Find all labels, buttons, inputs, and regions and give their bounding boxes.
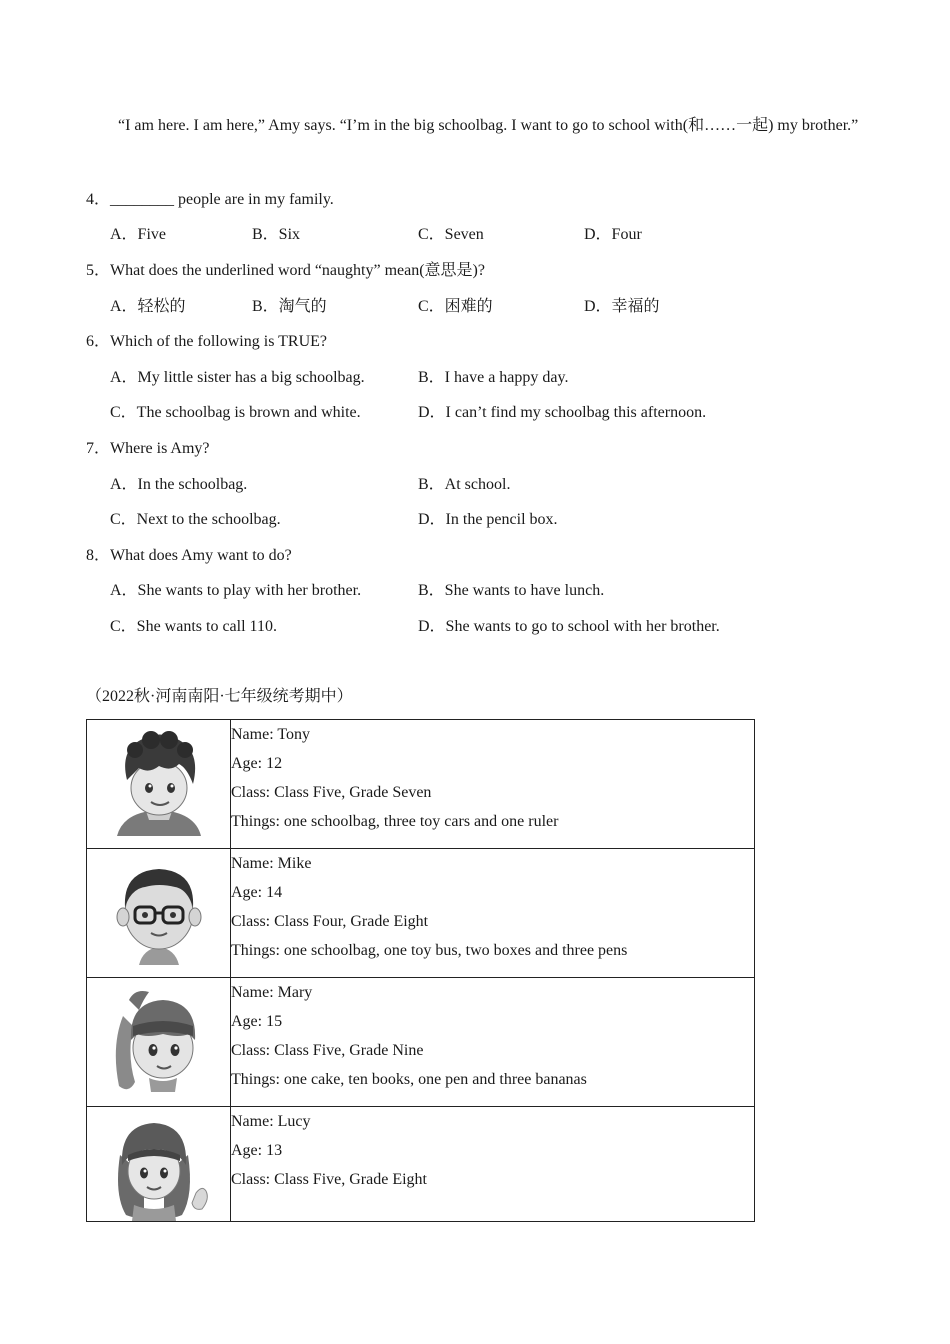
question-8-option-c[interactable]: C．She wants to call 110. — [110, 618, 277, 635]
student-info-cell — [231, 978, 755, 1107]
reading-passage-ending: “I am here. I am here,” Amy says. “I’m in the big schoolbag. I want to go to school with(和……一起) my brother.” — [118, 117, 859, 134]
question-4-option-d[interactable]: D．Four — [584, 226, 642, 243]
girl-bob-hair-waving-portrait-icon — [104, 1115, 214, 1221]
student-info-cell — [231, 720, 755, 849]
student-age: Age: 15 — [231, 1013, 283, 1030]
question-5-option-b[interactable]: B．淘气的 — [252, 298, 327, 315]
question-6-stem: 6．Which of the following is TRUE? — [86, 333, 328, 350]
student-name: Name: Mike — [231, 855, 312, 872]
question-6-option-c[interactable]: C．The schoolbag is brown and white. — [110, 404, 361, 421]
student-age: Age: 14 — [231, 884, 283, 901]
question-4-option-c[interactable]: C．Seven — [418, 226, 484, 243]
question-7-stem: 7．Where is Amy? — [86, 440, 210, 457]
student-age: Age: 12 — [231, 755, 283, 772]
question-4-option-b[interactable]: B．Six — [252, 226, 301, 243]
table-row — [87, 720, 755, 849]
avatar-cell — [87, 849, 231, 978]
student-name: Name: Lucy — [231, 1113, 311, 1130]
avatar-cell — [87, 978, 231, 1107]
table-row — [87, 1107, 755, 1222]
student-age: Age: 13 — [231, 1142, 283, 1159]
exam-source-label: （2022秋·河南南阳·七年级统考期中） — [86, 688, 353, 705]
student-class: Class: Class Five, Grade Seven — [231, 784, 432, 801]
question-4-option-a[interactable]: A．Five — [110, 226, 167, 243]
student-info-cell — [231, 1107, 755, 1222]
question-4-stem: 4．________ people are in my family. — [86, 191, 334, 208]
question-7-option-d[interactable]: D．In the pencil box. — [418, 511, 558, 528]
avatar-cell — [87, 720, 231, 849]
question-6-option-b[interactable]: B．I have a happy day. — [418, 369, 569, 386]
question-5-option-c[interactable]: C．困难的 — [418, 298, 493, 315]
student-info-table — [86, 719, 755, 1222]
question-7-option-b[interactable]: B．At school. — [418, 476, 511, 493]
question-8-option-d[interactable]: D．She wants to go to school with her brother. — [418, 618, 720, 635]
student-class: Class: Class Five, Grade Eight — [231, 1171, 427, 1188]
question-8-stem: 8．What does Amy want to do? — [86, 547, 292, 564]
student-things: Things: one schoolbag, three toy cars and one ruler — [231, 813, 559, 830]
boy-glasses-portrait-icon — [109, 857, 209, 965]
table-row — [87, 978, 755, 1107]
question-6-option-a[interactable]: A．My little sister has a big schoolbag. — [110, 369, 365, 386]
question-7-option-c[interactable]: C．Next to the schoolbag. — [110, 511, 281, 528]
boy-curly-hair-portrait-icon — [109, 728, 209, 836]
student-class: Class: Class Five, Grade Nine — [231, 1042, 424, 1059]
question-5-option-d[interactable]: D．幸福的 — [584, 298, 660, 315]
question-5-option-a[interactable]: A．轻松的 — [110, 298, 186, 315]
girl-ponytail-portrait-icon — [109, 986, 209, 1096]
student-class: Class: Class Four, Grade Eight — [231, 913, 429, 930]
student-name: Name: Tony — [231, 726, 311, 743]
table-row — [87, 849, 755, 978]
question-7-option-a[interactable]: A．In the schoolbag. — [110, 476, 248, 493]
avatar-cell — [87, 1107, 231, 1222]
student-info-cell — [231, 849, 755, 978]
student-things: Things: one cake, ten books, one pen and three bananas — [231, 1071, 587, 1088]
student-name: Name: Mary — [231, 984, 313, 1001]
question-5-stem: 5．What does the underlined word “naughty” mean(意思是)? — [86, 262, 485, 279]
student-things: Things: one schoolbag, one toy bus, two boxes and three pens — [231, 942, 628, 959]
question-8-option-a[interactable]: A．She wants to play with her brother. — [110, 582, 362, 599]
question-8-option-b[interactable]: B．She wants to have lunch. — [418, 582, 605, 599]
question-6-option-d[interactable]: D．I can’t find my schoolbag this afternoon. — [418, 404, 707, 421]
